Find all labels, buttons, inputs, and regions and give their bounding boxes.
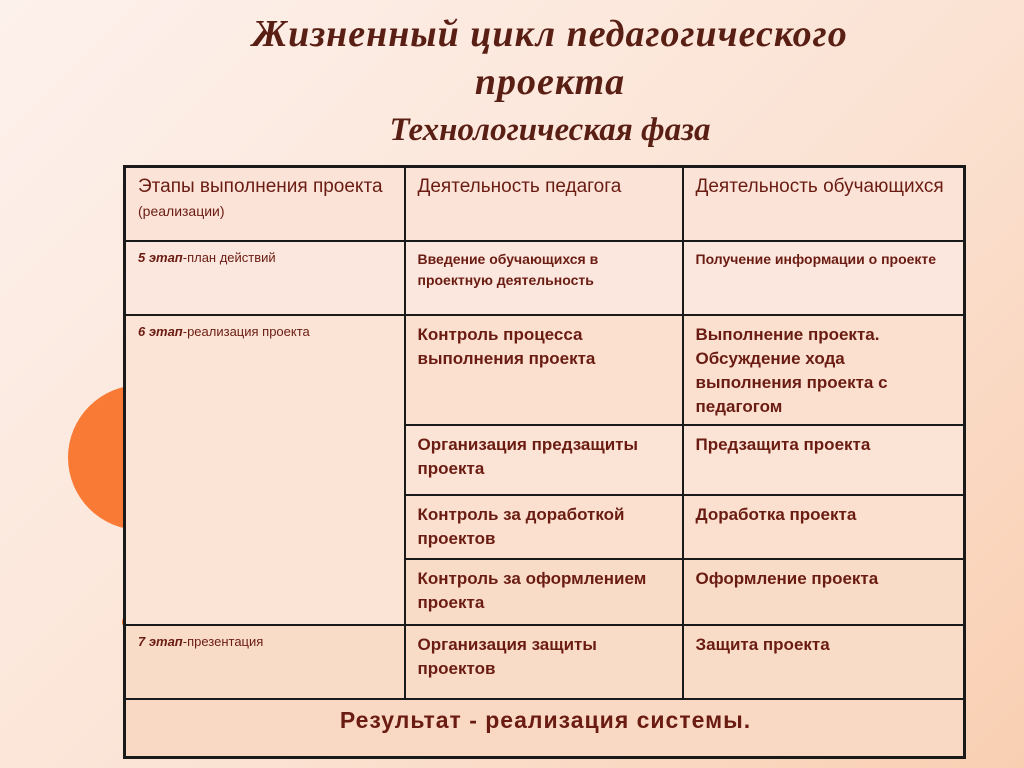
header-students: Деятельность обучающихся: [683, 167, 965, 242]
stage6-students-3: Доработка проекта: [683, 495, 965, 559]
stage6-label: 6 этап: [138, 324, 183, 339]
slide-subtitle: Технологическая фаза: [389, 112, 711, 148]
stage5-label: 5 этап: [138, 250, 183, 265]
stage6-teacher-3: Контроль за доработкой проектов: [405, 495, 683, 559]
stage5-cell: [125, 241, 405, 315]
title-line-1: Жизненный цикл педагогического: [252, 13, 848, 55]
stage6-teacher-2: Организация предзащиты проекта: [405, 425, 683, 495]
table-row-stage5: [125, 241, 965, 315]
stage6-teacher-4: Контроль за оформлением проекта: [405, 559, 683, 625]
stage7-text: -презентация: [182, 634, 264, 649]
stage6-text: -реализация проекта: [182, 324, 310, 339]
header-teacher: Деятельность педагога: [405, 167, 683, 242]
table-result-row: [125, 699, 965, 758]
stage6-students-4: Оформление проекта: [683, 559, 965, 625]
result-text: Результат - реализация системы.: [125, 699, 965, 758]
table-header-row: [125, 167, 965, 242]
header-stages-note: (реализации): [138, 203, 225, 219]
stage6-students-1: Выполнение проекта. Обсуждение хода выполнения проекта с педагогом: [683, 315, 965, 425]
header-stages: Этапы выполнения проекта (реализации): [125, 167, 405, 242]
stage6-students-2: Предзащита проекта: [683, 425, 965, 495]
stage5-students: Получение информации о проекте: [683, 241, 965, 315]
stage5-text: -план действий: [182, 250, 276, 265]
table-row-stage7: [125, 625, 965, 699]
lifecycle-table: [123, 165, 966, 759]
stage6-teacher-1: Контроль процесса выполнения проекта: [405, 315, 683, 425]
stage7-students: Защита проекта: [683, 625, 965, 699]
stage6-cell: [125, 315, 405, 625]
stage5-teacher: Введение обучающихся в проектную деятельность: [405, 241, 683, 315]
title-line-2: проекта: [474, 61, 626, 103]
table-row-stage6-1: [125, 315, 965, 425]
stage7-cell: [125, 625, 405, 699]
stage7-teacher: Организация защиты проектов: [405, 625, 683, 699]
stage7-label: 7 этап: [138, 634, 183, 649]
slide-title: [110, 10, 990, 150]
